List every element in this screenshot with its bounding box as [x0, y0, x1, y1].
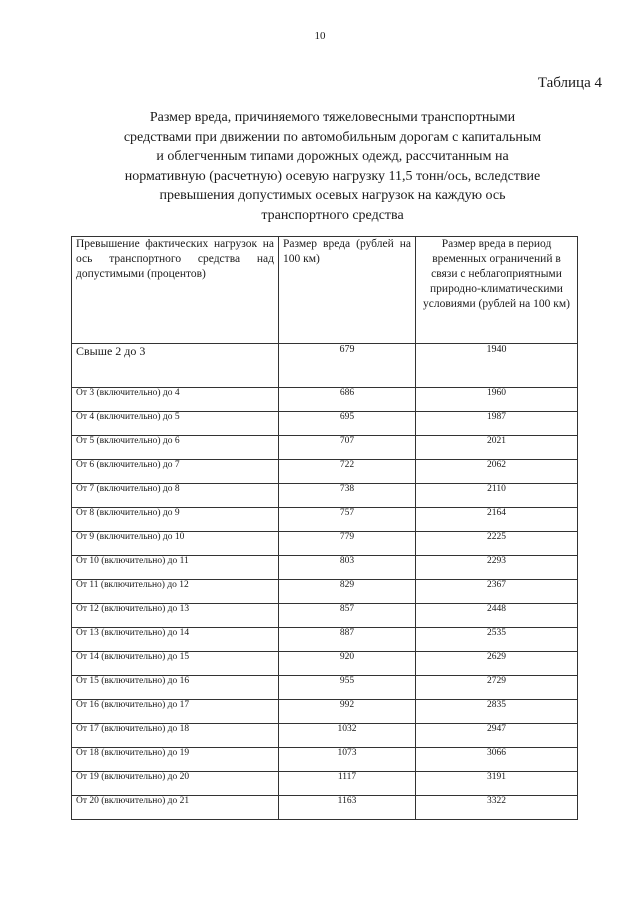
- overload-range-cell: От 9 (включительно) до 10: [72, 532, 279, 556]
- harm-value-cell: 695: [279, 412, 416, 436]
- harm-restricted-value-cell: 2629: [416, 652, 578, 676]
- table-row: [72, 772, 578, 796]
- harm-restricted-value-cell: 2835: [416, 700, 578, 724]
- table-row: [72, 412, 578, 436]
- overload-range-cell: От 17 (включительно) до 18: [72, 724, 279, 748]
- table-body: [72, 344, 578, 820]
- harm-restricted-value-cell: 2062: [416, 460, 578, 484]
- table-row: [72, 460, 578, 484]
- table-row: [72, 556, 578, 580]
- harm-value-cell: 757: [279, 508, 416, 532]
- harm-restricted-value-cell: 1940: [416, 344, 578, 388]
- overload-range-cell: От 3 (включительно) до 4: [72, 388, 279, 412]
- overload-range-cell: От 7 (включительно) до 8: [72, 484, 279, 508]
- table-row: [72, 484, 578, 508]
- overload-range-cell: От 13 (включительно) до 14: [72, 628, 279, 652]
- harm-restricted-value-cell: 2367: [416, 580, 578, 604]
- harm-restricted-value-cell: 1987: [416, 412, 578, 436]
- overload-range-cell: От 14 (включительно) до 15: [72, 652, 279, 676]
- overload-range-cell: От 6 (включительно) до 7: [72, 460, 279, 484]
- overload-range-cell: От 10 (включительно) до 11: [72, 556, 279, 580]
- overload-range-cell: От 19 (включительно) до 20: [72, 772, 279, 796]
- harm-value-cell: 686: [279, 388, 416, 412]
- table-row: [72, 676, 578, 700]
- harm-value-cell: 722: [279, 460, 416, 484]
- table-row: [72, 532, 578, 556]
- harm-value-cell: 992: [279, 700, 416, 724]
- harm-restricted-value-cell: 2293: [416, 556, 578, 580]
- overload-range-cell: Свыше 2 до 3: [72, 344, 279, 388]
- harm-value-cell: 779: [279, 532, 416, 556]
- harm-restricted-value-cell: 2535: [416, 628, 578, 652]
- table-row: [72, 436, 578, 460]
- harm-value-cell: 679: [279, 344, 416, 388]
- overload-range-cell: От 5 (включительно) до 6: [72, 436, 279, 460]
- table-row: [72, 628, 578, 652]
- overload-range-cell: От 16 (включительно) до 17: [72, 700, 279, 724]
- harm-value-cell: 955: [279, 676, 416, 700]
- harm-restricted-value-cell: 1960: [416, 388, 578, 412]
- harm-value-cell: 1117: [279, 772, 416, 796]
- harm-value-cell: 738: [279, 484, 416, 508]
- table-row: [72, 604, 578, 628]
- harm-restricted-value-cell: 2021: [416, 436, 578, 460]
- harm-restricted-value-cell: 2729: [416, 676, 578, 700]
- harm-value-cell: 707: [279, 436, 416, 460]
- header-harm-restricted: Размер вреда в период временных ограничений в связи с неблагоприятными природно-климатическими условиями (рублей на 100 км): [416, 237, 578, 344]
- overload-range-cell: От 15 (включительно) до 16: [72, 676, 279, 700]
- harm-value-cell: 1163: [279, 796, 416, 820]
- harm-restricted-value-cell: 2164: [416, 508, 578, 532]
- header-overload: Превышение фактических нагрузок на ось транспортного средства над допустимыми (процентов): [72, 237, 279, 344]
- harm-restricted-value-cell: 3322: [416, 796, 578, 820]
- header-harm: Размер вреда (рублей на 100 км): [279, 237, 416, 344]
- harm-value-cell: 803: [279, 556, 416, 580]
- table-row: [72, 388, 578, 412]
- table-row: [72, 796, 578, 820]
- harm-restricted-value-cell: 2225: [416, 532, 578, 556]
- overload-range-cell: От 8 (включительно) до 9: [72, 508, 279, 532]
- harm-restricted-value-cell: 3191: [416, 772, 578, 796]
- harm-table: [71, 236, 578, 820]
- page-number: 10: [314, 30, 326, 42]
- harm-value-cell: 829: [279, 580, 416, 604]
- table-label: Таблица 4: [537, 75, 602, 91]
- overload-range-cell: От 11 (включительно) до 12: [72, 580, 279, 604]
- harm-value-cell: 1073: [279, 748, 416, 772]
- table-header-row: [72, 237, 578, 344]
- table-row: [72, 344, 578, 388]
- table-row: [72, 748, 578, 772]
- overload-range-cell: От 20 (включительно) до 21: [72, 796, 279, 820]
- harm-value-cell: 920: [279, 652, 416, 676]
- harm-value-cell: 857: [279, 604, 416, 628]
- overload-range-cell: От 4 (включительно) до 5: [72, 412, 279, 436]
- harm-restricted-value-cell: 2947: [416, 724, 578, 748]
- harm-value-cell: 1032: [279, 724, 416, 748]
- overload-range-cell: От 18 (включительно) до 19: [72, 748, 279, 772]
- table-row: [72, 508, 578, 532]
- table-row: [72, 700, 578, 724]
- harm-restricted-value-cell: 3066: [416, 748, 578, 772]
- harm-restricted-value-cell: 2448: [416, 604, 578, 628]
- harm-value-cell: 887: [279, 628, 416, 652]
- table-row: [72, 580, 578, 604]
- overload-range-cell: От 12 (включительно) до 13: [72, 604, 279, 628]
- harm-restricted-value-cell: 2110: [416, 484, 578, 508]
- document-title: Размер вреда, причиняемого тяжеловесными транспортными средствами при движении по автомобильным дорогам с капитальным и облегченным типами дорожных одежд, рассчитанным на нормативную (расчетную) осевую нагрузку 11,5 тонн/ось, вследствие превышения допустимых осевых нагрузок на каждую ось транспортного средства: [123, 110, 542, 223]
- table-row: [72, 724, 578, 748]
- table-row: [72, 652, 578, 676]
